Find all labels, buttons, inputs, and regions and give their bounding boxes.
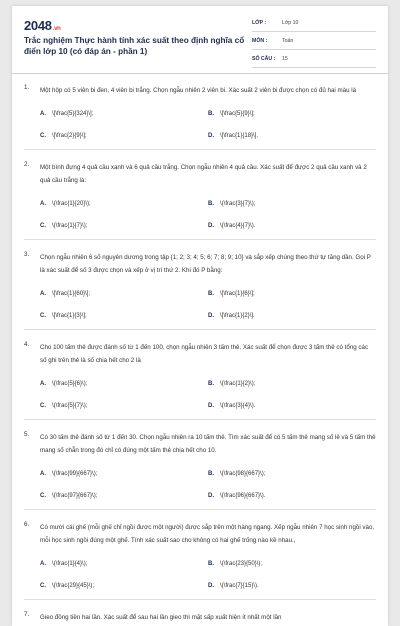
option-letter: D. [208, 223, 214, 229]
option-text: \[\frac{5}{9}\]; [220, 111, 255, 117]
option-text: \[\frac{1}{18}\]. [220, 133, 259, 139]
question-text: Cho 100 tấm thẻ được đánh số từ 1 đến 100, chọn ngẫu nhiên 3 tấm thẻ. Xác suất để chọn được 3 tấm thẻ có tổng các số ghi trên thẻ là số chia hết cho 2 là [40, 344, 369, 364]
header-divider [12, 73, 388, 74]
answer-option[interactable] [40, 493, 208, 499]
meta-value: Lớp 10 [282, 19, 299, 26]
option-text: \(\frac{1}{7}\); [52, 223, 88, 229]
option-letter: D. [208, 313, 214, 319]
question-4 [24, 341, 376, 420]
option-letter: A. [40, 381, 46, 387]
answer-option[interactable] [208, 313, 376, 319]
option-letter: B. [208, 381, 214, 387]
answer-option[interactable] [40, 583, 208, 589]
answer-option[interactable] [208, 471, 376, 477]
option-text: \(\frac{1}{4}\); [52, 561, 88, 567]
option-text: \[\frac{1}{6}\]; [220, 291, 255, 297]
option-letter: B. [208, 291, 214, 297]
option-letter: A. [40, 561, 46, 567]
option-text: \(\frac{29}{45}\); [52, 583, 95, 589]
option-text: \(\frac{5}{6}\); [52, 381, 88, 387]
options-row [40, 103, 376, 125]
option-letter: B. [208, 471, 214, 477]
option-text: \(\frac{1}{2}\); [220, 381, 256, 387]
question-number: 4. [24, 341, 30, 348]
question-text: Chọn ngẫu nhiên 6 số nguyên dương trong tập {1; 2; 3; 4; 5; 6; 7; 8; 9; 10} và sắp xếp chúng theo thứ tự tăng dần. Gọi P là xác suất để số 3 được chọn và xếp ở vị trí thứ 2. Khi đó P bằng: [40, 254, 371, 274]
meta-key: SỐ CÂU : [252, 55, 276, 62]
option-text: \(\frac{1}{20}\); [52, 201, 91, 207]
answer-option[interactable] [40, 133, 208, 139]
options-row [40, 215, 376, 237]
option-text: \(\frac{4}{7}\). [220, 223, 256, 229]
question-1 [24, 84, 376, 150]
option-letter: A. [40, 471, 46, 477]
options-row [40, 575, 376, 597]
answer-option[interactable] [208, 133, 376, 139]
answer-option[interactable] [40, 291, 208, 297]
option-text: \(\frac{96}{667}\). [220, 493, 266, 499]
question-number: 3. [24, 251, 30, 258]
question-number: 7. [24, 611, 30, 618]
option-text: \[\frac{5}{324}\]; [52, 111, 94, 117]
question-separator [24, 239, 376, 240]
question-separator [24, 329, 376, 330]
options-row [40, 463, 376, 485]
option-text: \[\frac{1}{2}\]. [220, 313, 255, 319]
question-separator [24, 509, 376, 510]
option-text: \(\frac{99}{667}\); [52, 471, 98, 477]
answer-option[interactable] [40, 223, 208, 229]
option-text: \(\frac{98}{667}\); [220, 471, 266, 477]
answer-option[interactable] [40, 381, 208, 387]
document-page [12, 6, 388, 626]
question-separator [24, 419, 376, 420]
document-title: Trắc nghiệm Thực hành tính xác suất theo định nghĩa cổ điển lớp 10 (có đáp án - phần 1) [24, 36, 245, 56]
meta-value: Toán [282, 37, 294, 44]
question-text: Một hộp có 5 viên bi đen, 4 viên bi trắng. Chọn ngẫu nhiên 2 viên bi. Xác suất 2 viên bi được chọn có đủ hai màu là [40, 87, 357, 94]
answer-option[interactable] [208, 381, 376, 387]
option-letter: D. [208, 493, 214, 499]
answer-option[interactable] [208, 291, 376, 297]
option-text: \(\frac{23}{50}\); [220, 561, 263, 567]
answer-option[interactable] [208, 493, 376, 499]
options-row [40, 305, 376, 327]
option-letter: C. [40, 583, 46, 589]
option-letter: C. [40, 493, 46, 499]
question-list [24, 84, 376, 624]
answer-option[interactable] [40, 471, 208, 477]
answer-options [40, 283, 376, 327]
option-text: \(\frac{3}{7}\); [220, 201, 256, 207]
document-meta [252, 14, 376, 68]
options-row [40, 193, 376, 215]
options-row [40, 485, 376, 507]
meta-row-subject [252, 32, 376, 50]
option-text: \[\frac{2}{9}\]; [52, 133, 87, 139]
option-letter: C. [40, 223, 46, 229]
option-text: \(\frac{5}{7}\); [52, 403, 88, 409]
answer-option[interactable] [208, 201, 376, 207]
answer-option[interactable] [40, 111, 208, 117]
question-7 [24, 611, 376, 624]
option-text: \(\frac{3}{4}\). [220, 403, 256, 409]
question-text: Có 30 tấm thẻ đánh số từ 1 đến 30. Chọn ngẫu nhiên ra 10 tấm thẻ. Tìm xác suất để có 5 tấm thẻ mang số lẻ và 5 tấm thẻ mang số chẵn trong đó chỉ có đúng một tấm thẻ chia hết cho 10. [40, 434, 376, 454]
option-letter: D. [208, 133, 214, 139]
question-number: 1. [24, 84, 30, 91]
option-letter: C. [40, 313, 46, 319]
option-letter: B. [208, 111, 214, 117]
answer-options [40, 463, 376, 507]
option-letter: A. [40, 201, 46, 207]
question-number: 6. [24, 521, 30, 528]
option-letter: A. [40, 291, 46, 297]
options-row [40, 125, 376, 147]
question-text: Gieo đồng tiền hai lần. Xác suất để sau hai lần gieo thì mặt sấp xuất hiện ít nhất một lần [40, 614, 282, 621]
question-2 [24, 161, 376, 240]
options-row [40, 373, 376, 395]
option-text: \(\frac{97}{667}\); [52, 493, 98, 499]
option-letter: A. [40, 111, 46, 117]
document-header [12, 6, 388, 70]
option-letter: C. [40, 403, 46, 409]
question-separator [24, 149, 376, 150]
answer-option[interactable] [208, 403, 376, 409]
question-number: 5. [24, 431, 30, 438]
question-6 [24, 521, 376, 600]
meta-row-class [252, 14, 376, 32]
question-3 [24, 251, 376, 330]
question-number: 2. [24, 161, 30, 168]
answer-option[interactable] [40, 201, 208, 207]
question-5 [24, 431, 376, 510]
answer-option[interactable] [40, 561, 208, 567]
answer-option[interactable] [40, 403, 208, 409]
answer-option[interactable] [208, 111, 376, 117]
option-letter: B. [208, 561, 214, 567]
answer-option[interactable] [208, 583, 376, 589]
meta-key: LỚP : [252, 19, 267, 26]
option-letter: C. [40, 133, 46, 139]
answer-options [40, 553, 376, 597]
option-letter: D. [208, 583, 214, 589]
options-row [40, 553, 376, 575]
answer-options [40, 103, 376, 147]
answer-option[interactable] [208, 223, 376, 229]
site-logo[interactable]: 2048.vn [24, 18, 61, 33]
option-letter: B. [208, 201, 214, 207]
meta-row-count [252, 50, 376, 68]
option-text: \[\frac{1}{3}\]; [52, 313, 87, 319]
option-letter: D. [208, 403, 214, 409]
option-text: \[\frac{1}{60}\]; [52, 291, 91, 297]
question-text: Một bình đựng 4 quả cầu xanh và 6 quả cầu trắng. Chọn ngẫu nhiên 4 quả cầu. Xác suất để được 2 quả cầu xanh và 2 quả cầu trắng là: [40, 164, 367, 184]
meta-key: MÔN : [252, 37, 268, 44]
answer-option[interactable] [40, 313, 208, 319]
options-row [40, 283, 376, 305]
meta-value: 15 [282, 55, 288, 62]
question-text: Có mười cái ghế (mỗi ghế chỉ ngồi được một người) được sắp trên một hàng ngang. Xếp ngẫu nhiên 7 học sinh ngồi vào, mỗi học sinh ngồi đúng một ghế. Tính xác suất sao cho không có hai ghế trống nào kề nhau., [40, 524, 375, 544]
option-text: \(\frac{7}{15}\). [220, 583, 259, 589]
answer-option[interactable] [208, 561, 376, 567]
answer-options [40, 373, 376, 417]
answer-options [40, 193, 376, 237]
options-row [40, 395, 376, 417]
